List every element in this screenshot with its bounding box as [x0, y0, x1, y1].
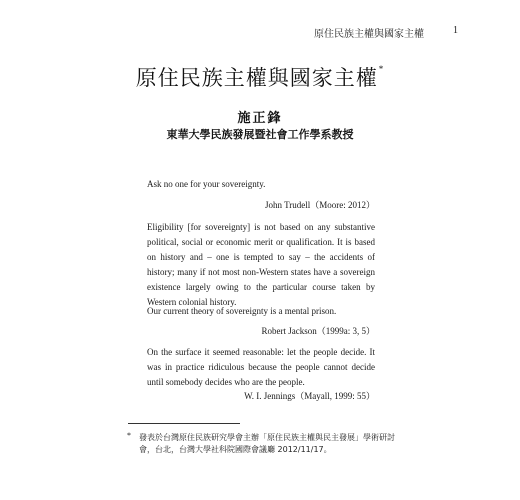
- article-title-text: 原住民族主權與國家主權: [135, 66, 378, 90]
- title-footnote-mark: *: [378, 64, 385, 74]
- epigraph-4-quote: On the surface it seemed reasonable: let the people decide. It was in practice ridiculous because the people cannot decide until somebody decides who are the people.: [147, 347, 375, 387]
- footnote-divider: [128, 423, 240, 424]
- epigraph-3-quote: Our current theory of sovereignty is a mental prison.: [147, 306, 337, 316]
- epigraph-1-quote: Ask no one for your sovereignty.: [147, 179, 266, 189]
- author-affiliation: 東華大學民族發展暨社會工作學系教授: [166, 128, 354, 141]
- epigraph-2-quote: Eligibility [for sovereignty] is not based on any substantive political, social or economic merit or qualification. It is based on history and – one is tempted to say – the accidents of history; many if not most non-Western states have a sovereign existence largely owing to the particular course taken by Western colonial history.: [147, 222, 375, 307]
- epigraph-4-source: W. I. Jennings（Mayall, 1999: 55）: [244, 391, 375, 401]
- epigraph-1-source: John Trudell（Moore: 2012）: [264, 200, 375, 210]
- running-head: 原住民族主權與國家主權: [314, 29, 424, 40]
- author-name: 施正鋒: [237, 110, 283, 125]
- article-title: [0, 62, 520, 92]
- footnote-text: 發表於台灣原住民族研究學會主辦「原住民族主權與民主發展」學術研討會，台北，台灣大學社科院國際會議廳 2012/11/17。: [139, 433, 395, 454]
- epigraph-3-source: Robert Jackson（1999a: 3, 5）: [261, 326, 375, 336]
- page-number: 1: [453, 25, 458, 36]
- footnote-mark: *: [127, 431, 131, 440]
